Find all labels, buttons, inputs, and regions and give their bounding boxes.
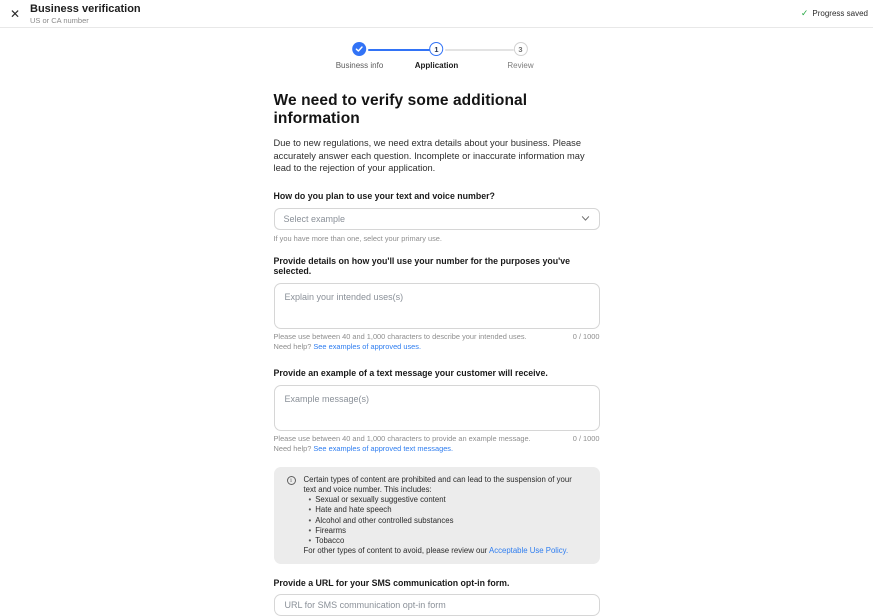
prohibited-content-notice	[274, 467, 600, 565]
example-char-counter: 0 / 1000	[572, 433, 600, 443]
page-subtitle: US or CA number	[30, 16, 89, 25]
notice-intro: Certain types of content are prohibited and can lead to the suspension of your text and voice number. This includes:	[303, 474, 572, 494]
question-label-use: How do you plan to use your text and voice number?	[273, 190, 495, 201]
example-hint: Please use between 40 and 1,000 characters to provide an example message.	[273, 433, 531, 443]
info-icon: i	[287, 476, 296, 485]
step-label: Review	[507, 61, 534, 70]
step-label: Application	[414, 61, 459, 70]
page-title: Business verification	[30, 3, 141, 15]
close-icon[interactable]: ✕	[7, 6, 23, 22]
step-label: Business info	[335, 61, 384, 70]
list-item: • Tobacco	[309, 536, 586, 546]
step-number-badge: 1	[430, 42, 444, 56]
list-item: • Firearms	[309, 526, 586, 536]
approved-uses-link[interactable]: See examples of approved uses.	[313, 341, 422, 351]
acceptable-use-policy-link[interactable]: Acceptable Use Policy.	[489, 546, 569, 556]
question-label-details: Provide details on how you'll use your number for the purposes you've selected.	[273, 255, 570, 276]
example-hint-row	[274, 434, 600, 443]
question-label-optin-url: Provide a URL for your SMS communication opt-in form.	[273, 578, 510, 589]
chevron-down-icon	[581, 214, 590, 223]
notice-outro	[304, 546, 586, 556]
intended-uses-textarea[interactable]	[274, 283, 600, 329]
example-message-textarea[interactable]	[274, 385, 600, 431]
notice-body	[304, 475, 586, 557]
list-item: • Alcohol and other controlled substances	[309, 516, 586, 526]
intro-paragraph: Due to new regulations, we need extra details about your business. Please accurately answer each question. Incomplete or inaccurate information may lead to the rejection of your application.	[273, 138, 585, 174]
use-example-select[interactable]	[274, 208, 600, 230]
approved-messages-link[interactable]: See examples of approved text messages.	[313, 443, 454, 453]
stepper-step-review[interactable]	[507, 42, 533, 70]
notice-outro-text: For other types of content to avoid, please review our	[303, 546, 489, 556]
prohibited-content-list	[309, 495, 586, 546]
progress-saved-label: Progress saved	[812, 9, 868, 18]
content-column	[274, 40, 600, 616]
stepper	[274, 40, 600, 73]
details-char-counter: 0 / 1000	[572, 331, 600, 341]
list-item: • Sexual or sexually suggestive content	[309, 495, 586, 505]
step-completed-check-icon	[353, 42, 367, 56]
details-help-row	[274, 342, 600, 351]
help-prefix: Need help?	[273, 443, 312, 453]
progress-saved-status	[801, 8, 868, 19]
list-item: • Hate and hate speech	[309, 505, 586, 515]
select-placeholder: Select example	[283, 213, 346, 224]
modal-header	[0, 0, 873, 28]
example-help-row	[274, 444, 600, 453]
stepper-step-application[interactable]	[415, 42, 459, 70]
header-titles	[30, 3, 141, 25]
checkmark-icon: ✓	[800, 8, 809, 18]
question-label-example-message: Provide an example of a text message your customer will receive.	[273, 367, 548, 378]
details-hint-row	[274, 332, 600, 341]
step-number-badge: 3	[513, 42, 527, 56]
help-prefix: Need help?	[273, 341, 312, 351]
optin-url-input[interactable]	[274, 594, 600, 616]
stepper-step-business-info[interactable]	[336, 42, 384, 70]
details-hint: Please use between 40 and 1,000 characters to describe your intended uses.	[273, 331, 527, 341]
page-heading: We need to verify some additional information	[273, 92, 528, 127]
select-hint: If you have more than one, select your primary use.	[273, 233, 442, 243]
